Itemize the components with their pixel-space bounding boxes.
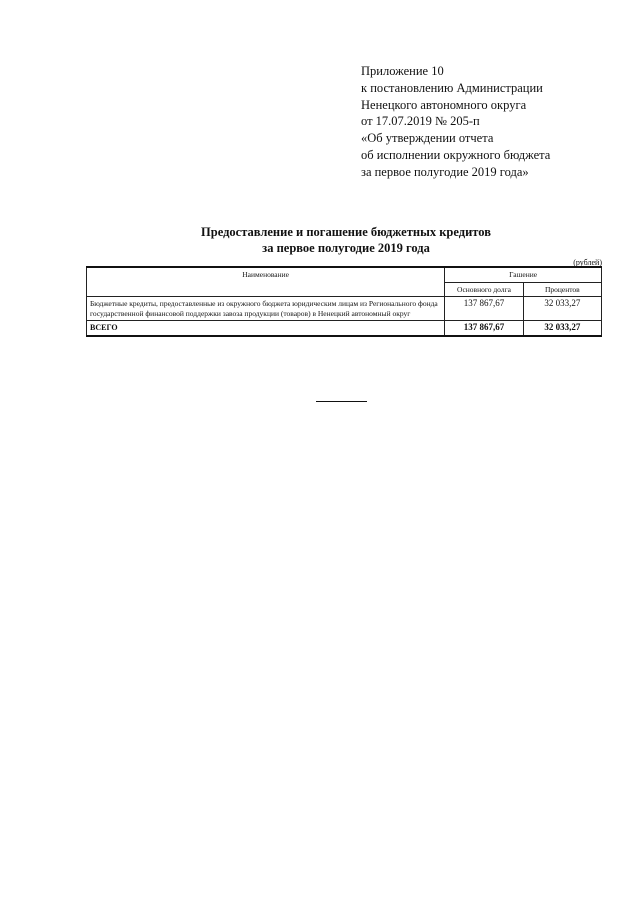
total-label: ВСЕГО [87,321,445,336]
row-interest: 32 033,27 [523,297,601,321]
title-line-1: Предоставление и погашение бюджетных кредитов [201,225,491,239]
table-header-row [87,267,602,282]
appendix-line: об исполнении окружного бюджета [361,147,551,162]
separator-line [316,401,367,402]
appendix-line: «Об утверждении отчета [361,131,494,146]
appendix-line: от 17.07.2019 № 205-п [361,114,480,129]
appendix-block [361,63,621,181]
appendix-line: Приложение 10 [361,64,444,78]
appendix-line: за первое полугодие 2019 года» [361,164,529,179]
credits-table [86,266,602,337]
header-interest: Процентов [523,282,601,297]
header-principal: Основного долга [445,282,523,297]
appendix-line: к постановлению Администрации [361,80,543,95]
header-name: Наименование [87,267,445,297]
appendix-line: Ненецкого автономного округа [361,97,527,112]
total-row [87,321,602,336]
title-line-2: за первое полугодие 2019 года [262,241,430,255]
units-label: (рублей) [573,258,602,267]
row-principal: 137 867,67 [445,297,523,321]
total-interest: 32 033,27 [523,321,601,336]
document-title [90,224,602,256]
table-row [87,297,602,321]
header-repayment: Гашение [445,267,602,282]
total-principal: 137 867,67 [445,321,523,336]
row-name: Бюджетные кредиты, предоставленные из окружного бюджета юридическим лицам из Регионального фонда государственной финансовой поддержки завоза продукции (товаров) в Ненецкий автономный округ [87,297,445,321]
